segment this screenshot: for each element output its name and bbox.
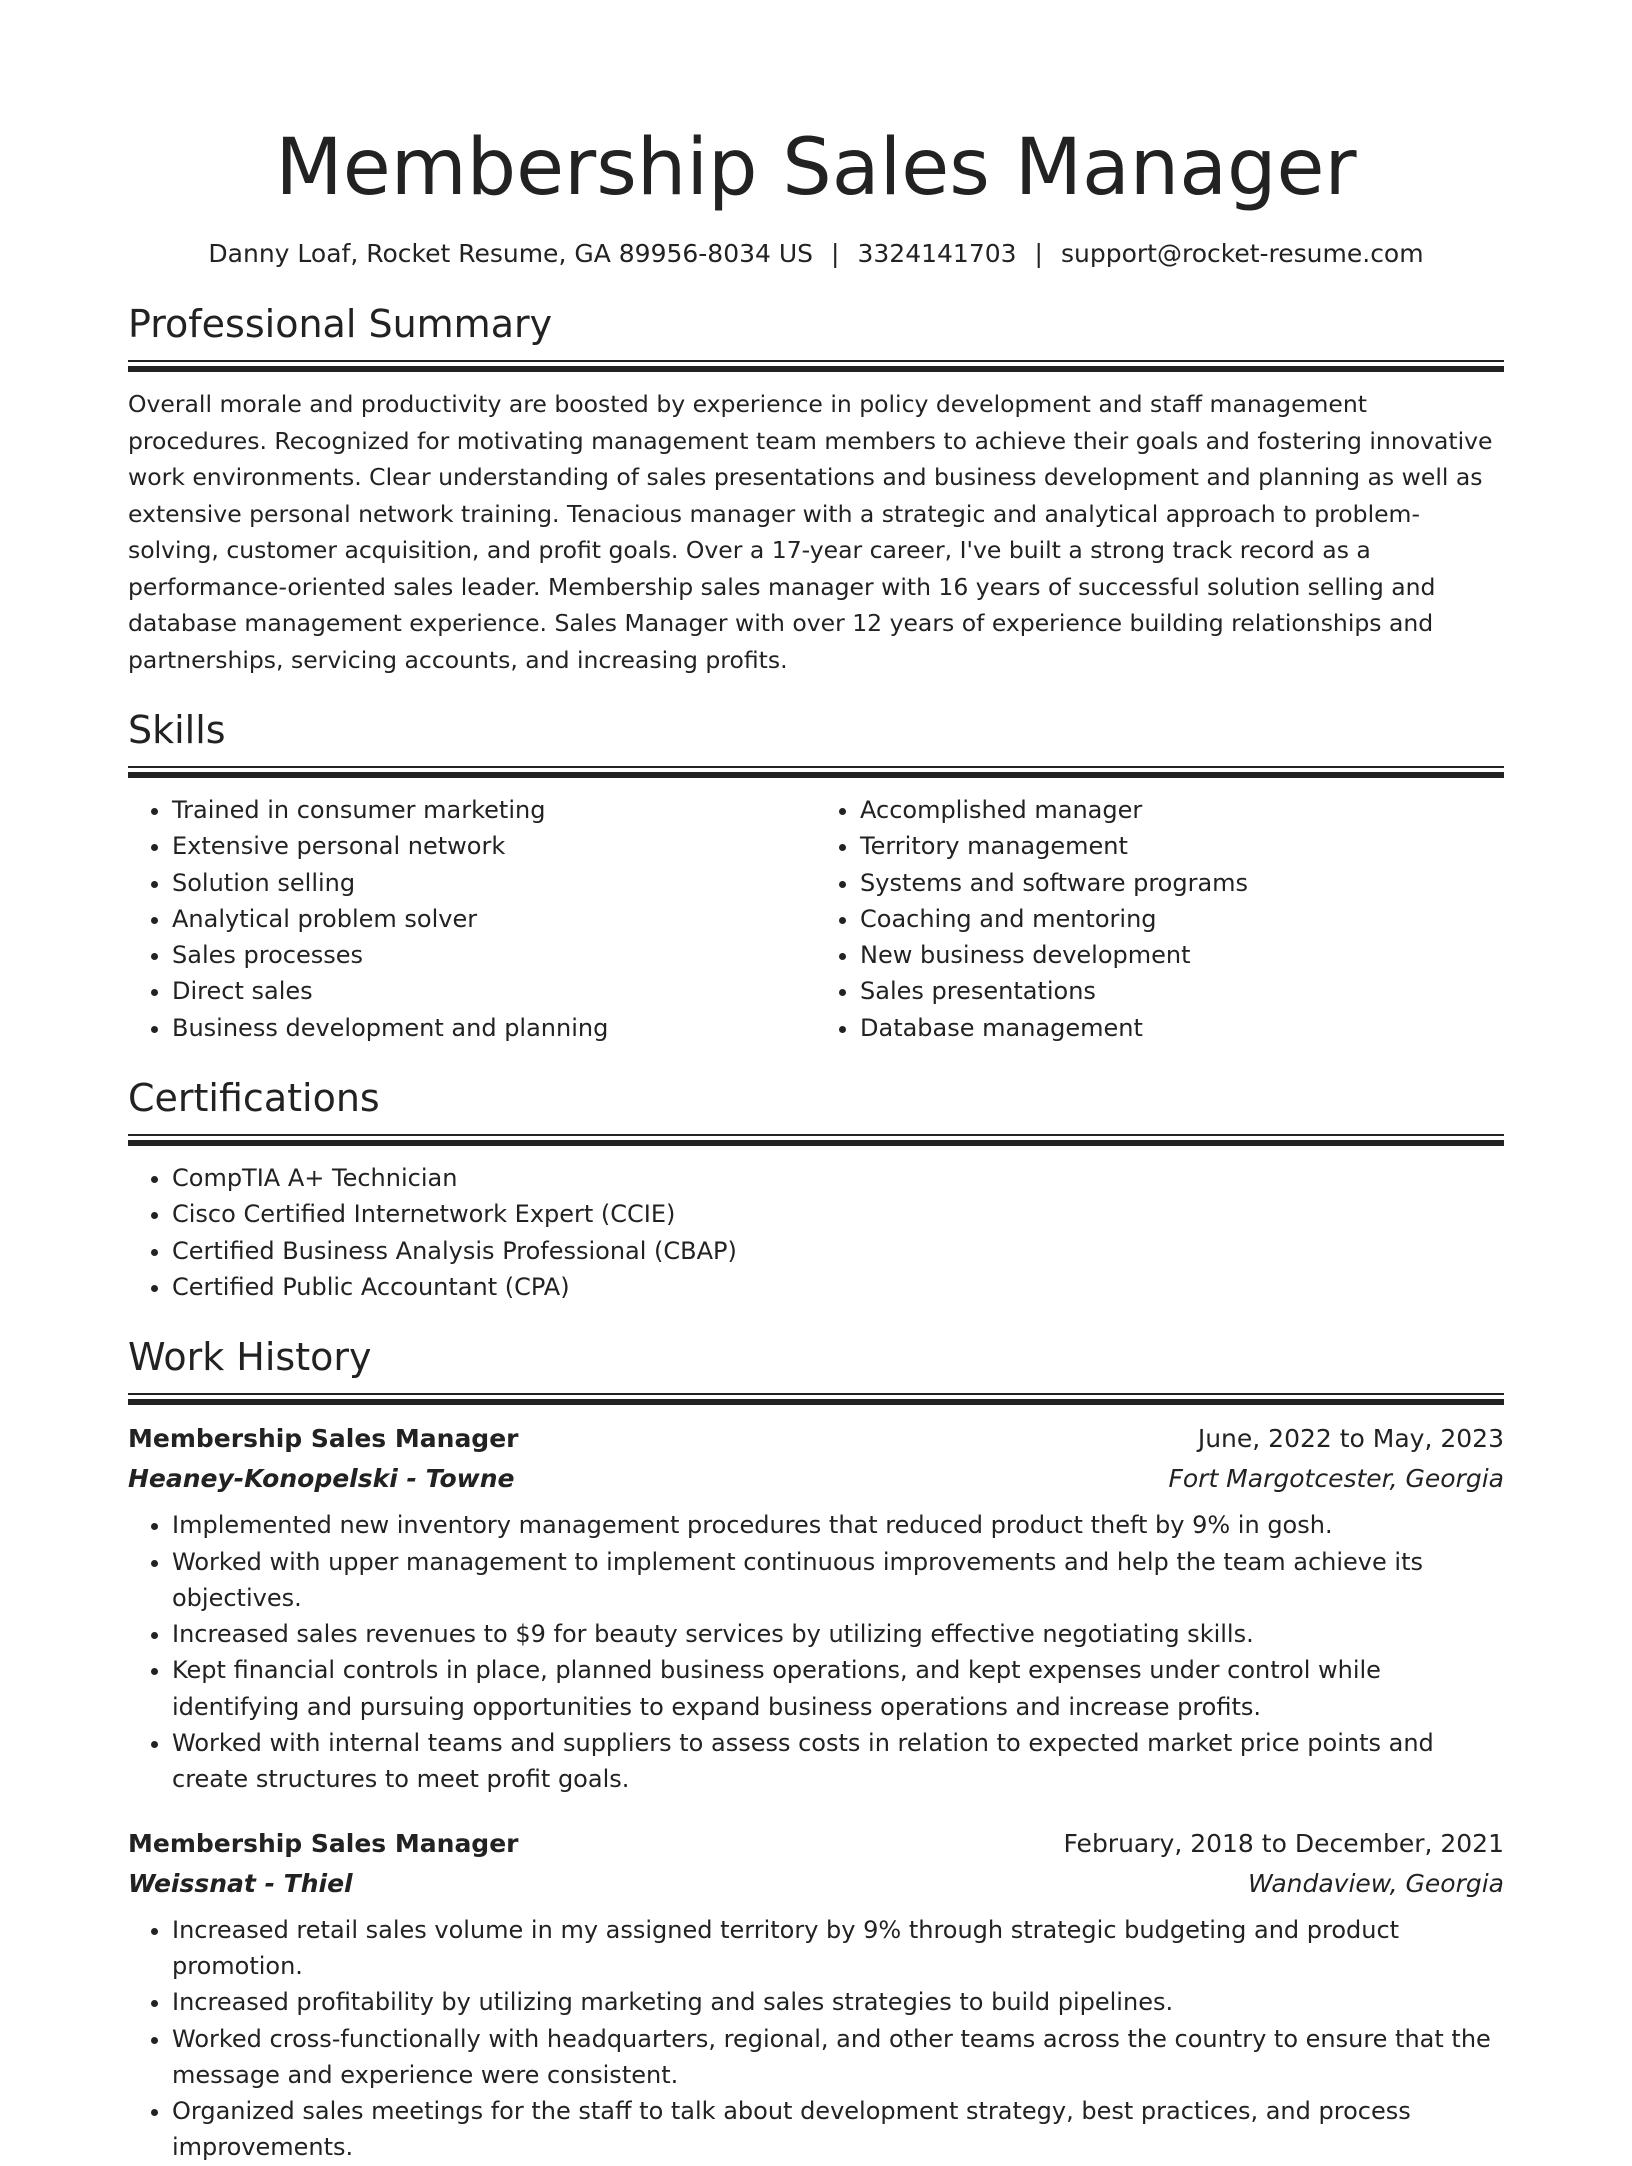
skill-item: • Database management <box>860 1010 1504 1046</box>
work-history-heading: Work History <box>128 1335 372 1380</box>
job-entry <box>128 1419 1504 1797</box>
job-bullet: • Increased profitability by utilizing marketing and sales strategies to build pipelines. <box>172 1984 1504 2020</box>
job-bullet: • Kept financial controls in place, planned business operations, and kept expenses under control while identifying and pursuing opportunities to expand business operations and increase profits. <box>172 1652 1504 1725</box>
skill-item: • Coaching and mentoring <box>860 901 1504 937</box>
job-bullet: • Organized sales meetings for the staff to talk about development strategy, best practices, and process improvements. <box>172 2093 1504 2166</box>
job-entry <box>128 1824 1504 2166</box>
skills-heading: Skills <box>128 708 226 752</box>
job-bullets <box>128 1912 1504 2166</box>
skill-item: • Systems and software programs <box>860 865 1504 901</box>
certification-item: • CompTIA A+ Technician <box>172 1160 1504 1196</box>
skills-column-left <box>128 792 816 1046</box>
summary-heading: Professional Summary <box>128 302 553 346</box>
section-divider <box>128 1393 1504 1405</box>
job-bullet: • Worked with upper management to implement continuous improvements and help the team achieve its objectives. <box>172 1544 1504 1617</box>
job-subheader <box>128 1864 1504 1904</box>
skill-item: • Trained in consumer marketing <box>172 792 816 828</box>
job-title: Membership Sales Manager <box>128 1424 519 1454</box>
skills-list-left <box>128 792 816 1046</box>
certification-item: • Cisco Certified Internetwork Expert (CCIE) <box>172 1196 1504 1232</box>
certification-item: • Certified Business Analysis Professional (CBAP) <box>172 1233 1504 1269</box>
job-subheader <box>128 1459 1504 1499</box>
contact-separator: | <box>1034 239 1043 268</box>
section-divider <box>128 1134 1504 1146</box>
work-history-section <box>128 1331 1504 2165</box>
skill-item: • Business development and planning <box>172 1010 816 1046</box>
job-company: Heaney-Konopelski - Towne <box>128 1464 515 1494</box>
certifications-heading: Certifications <box>128 1076 380 1121</box>
section-divider <box>128 360 1504 372</box>
job-bullet: • Increased sales revenues to $9 for beauty services by utilizing effective negotiating skills. <box>172 1616 1504 1652</box>
contact-email: support@rocket-resume.com <box>1060 239 1424 268</box>
skill-item: • Direct sales <box>172 973 816 1009</box>
section-divider <box>128 766 1504 778</box>
skill-item: • Solution selling <box>172 865 816 901</box>
summary-section <box>128 298 1504 678</box>
skills-list-right <box>816 792 1504 1046</box>
skill-item: • Sales processes <box>172 937 816 973</box>
skill-item: • Analytical problem solver <box>172 901 816 937</box>
job-dates: February, 2018 to December, 2021 <box>1063 1828 1504 1858</box>
skills-column-right <box>816 792 1504 1046</box>
job-company: Weissnat - Thiel <box>128 1868 353 1898</box>
job-bullets <box>128 1507 1504 1797</box>
skill-item: • Accomplished manager <box>860 792 1504 828</box>
job-header <box>128 1824 1504 1864</box>
contact-separator: | <box>831 239 840 268</box>
certifications-section <box>128 1072 1504 1305</box>
job-dates: June, 2022 to May, 2023 <box>1197 1424 1504 1454</box>
page-title: Membership Sales Manager <box>275 123 1357 213</box>
contact-address: Danny Loaf, Rocket Resume, GA 89956-8034 US <box>208 239 814 268</box>
job-bullet: • Implemented new inventory management procedures that reduced product theft by 9% in gosh. <box>172 1507 1504 1543</box>
certifications-list <box>128 1160 1504 1305</box>
summary-text: Overall morale and productivity are boosted by experience in policy development and staff management procedures. Recognized for motivating management team members to achieve their goals and fostering innovative work environments. Clear understanding of sales presentations and business development and planning as well as extensive personal network training. Tenacious manager with a strategic and analytical approach to problem-solving, customer acquisition, and profit goals. Over a 17-year career, I've built a strong track record as a performance-oriented sales leader. Membership sales manager with 16 years of successful solution selling and database management experience. Sales Manager with over 12 years of experience building relationships and partnerships, servicing accounts, and increasing profits. <box>128 390 1493 674</box>
job-bullet: • Increased retail sales volume in my assigned territory by 9% through strategic budgeting and product promotion. <box>172 1912 1504 1985</box>
certification-item: • Certified Public Accountant (CPA) <box>172 1269 1504 1305</box>
job-bullet: • Worked with internal teams and suppliers to assess costs in relation to expected market price points and create structures to meet profit goals. <box>172 1725 1504 1798</box>
job-title: Membership Sales Manager <box>128 1828 519 1858</box>
job-location: Fort Margotcester, Georgia <box>1168 1464 1504 1494</box>
contact-phone: 3324141703 <box>857 239 1017 268</box>
job-location: Wandaview, Georgia <box>1247 1868 1504 1898</box>
contact-line <box>128 236 1504 272</box>
skill-item: • Sales presentations <box>860 973 1504 1009</box>
job-bullet: • Worked cross-functionally with headquarters, regional, and other teams across the country to ensure that the message and experience were consistent. <box>172 2021 1504 2094</box>
skills-section <box>128 704 1504 1046</box>
job-header <box>128 1419 1504 1459</box>
skills-grid <box>128 792 1504 1046</box>
skill-item: • Territory management <box>860 828 1504 864</box>
skill-item: • New business development <box>860 937 1504 973</box>
skill-item: • Extensive personal network <box>172 828 816 864</box>
